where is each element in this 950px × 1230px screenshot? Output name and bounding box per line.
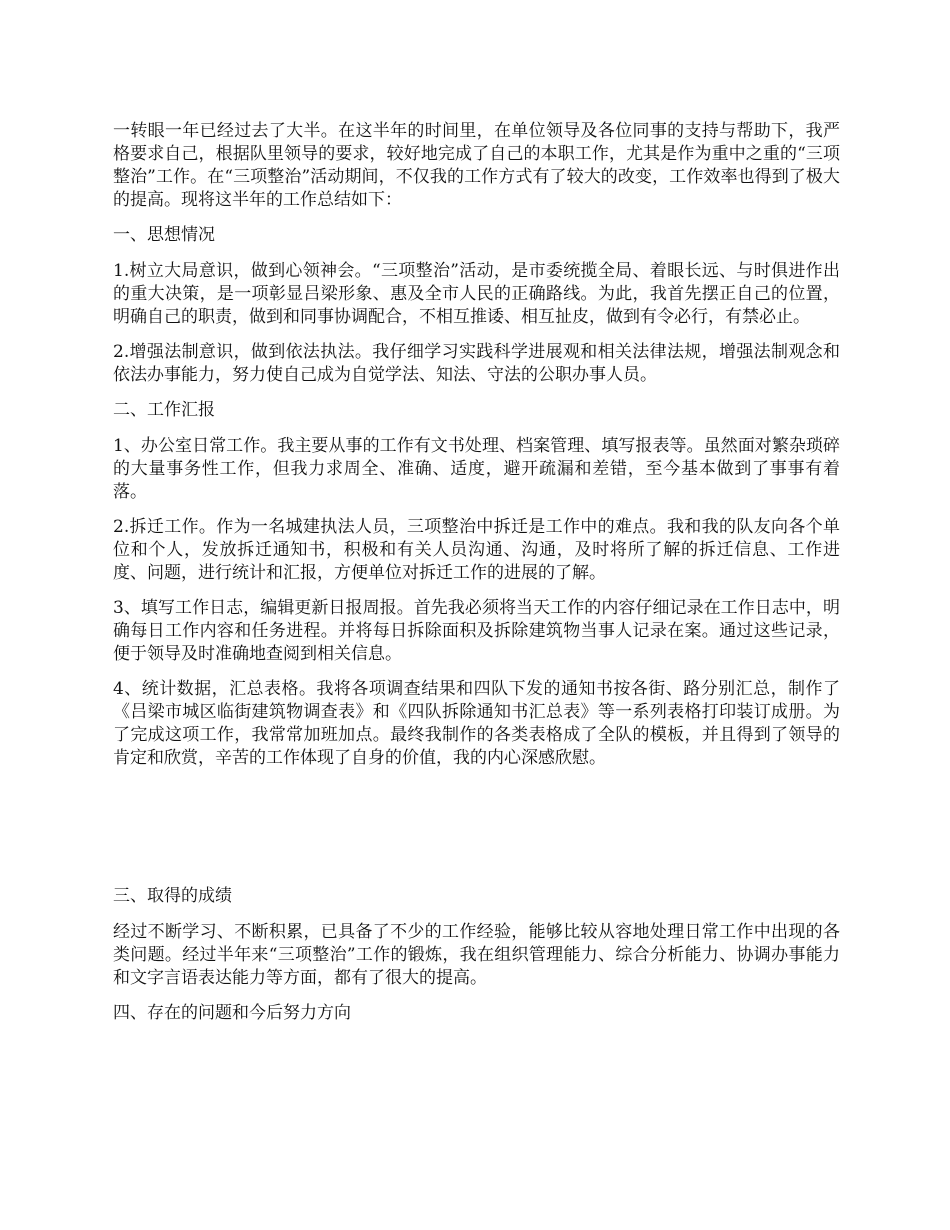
section-2-item-3: 3、填写工作日志，编辑更新日报周报。首先我必须将当天工作的内容仔细记录在工作日志中，明确每日工作内容和任务进程。并将每日拆除面积及拆除建筑物当事人记录在案。通过这些记录，便于领导及时准确地查阅到相关信息。 (113, 598, 840, 664)
document-page (113, 120, 840, 1025)
section-2-item-4: 4、统计数据，汇总表格。我将各项调查结果和四队下发的通知书按各街、路分别汇总，制作了《吕梁市城区临街建筑物调查表》和《四队拆除通知书汇总表》等一系列表格打印装订成册。为了完成这项工作，我常常加班加点。最终我制作的各类表格成了全队的模板，并且得到了领导的肯定和欣赏，辛苦的工作体现了自身的价值，我的内心深感欣慰。 (113, 679, 840, 768)
section-2-item-1: 1、办公室日常工作。我主要从事的工作有文书处理、档案管理、填写报表等。虽然面对繁杂琐碎的大量事务性工作，但我力求周全、准确、适度，避开疏漏和差错，至今基本做到了事事有着落。 (113, 436, 840, 502)
section-4-heading: 四、存在的问题和今后努力方向 (113, 1003, 351, 1023)
section-3-heading: 三、取得的成绩 (113, 886, 232, 906)
section-2-item-2: 2.拆迁工作。作为一名城建执法人员，三项整治中拆迁是工作中的难点。我和我的队友向各个单位和个人，发放拆迁通知书，积极和有关人员沟通、沟通，及时将所了解的拆迁信息、工作进度、问题，进行统计和汇报，方便单位对拆迁工作的进展的了解。 (113, 517, 840, 583)
section-1-item-2: 2.增强法制意识，做到依法执法。我仔细学习实践科学进展观和相关法律法规，增强法制观念和依法办事能力，努力使自己成为自觉学法、知法、守法的公职办事人员。 (113, 342, 840, 385)
section-3-item-1: 经过不断学习、不断积累，已具备了不少的工作经验，能够比较从容地处理日常工作中出现的各类问题。经过半年来“三项整治”工作的锻炼，我在组织管理能力、综合分析能力、协调办事能力和文字言语表达能力等方面，都有了很大的提高。 (113, 922, 840, 988)
intro-paragraph: 一转眼一年已经过去了大半。在这半年的时间里，在单位领导及各位同事的支持与帮助下，我严格要求自己，根据队里领导的要求，较好地完成了自己的本职工作，尤其是作为重中之重的“三项整治”工作。在“三项整治”活动期间，不仅我的工作方式有了较大的改变，工作效率也得到了极大的提高。现将这半年的工作总结如下： (113, 121, 840, 210)
section-1-heading: 一、思想情况 (113, 225, 215, 245)
section-2-heading: 二、工作汇报 (113, 400, 215, 420)
section-1-item-1: 1.树立大局意识，做到心领神会。“三项整治”活动，是市委统揽全局、着眼长远、与时俱进作出的重大决策，是一项彰显吕梁形象、惠及全市人民的正确路线。为此，我首先摆正自己的位置，明确自己的职责，做到和同事协调配合，不相互推诿、相互扯皮，做到有令必行，有禁必止。 (113, 261, 840, 327)
